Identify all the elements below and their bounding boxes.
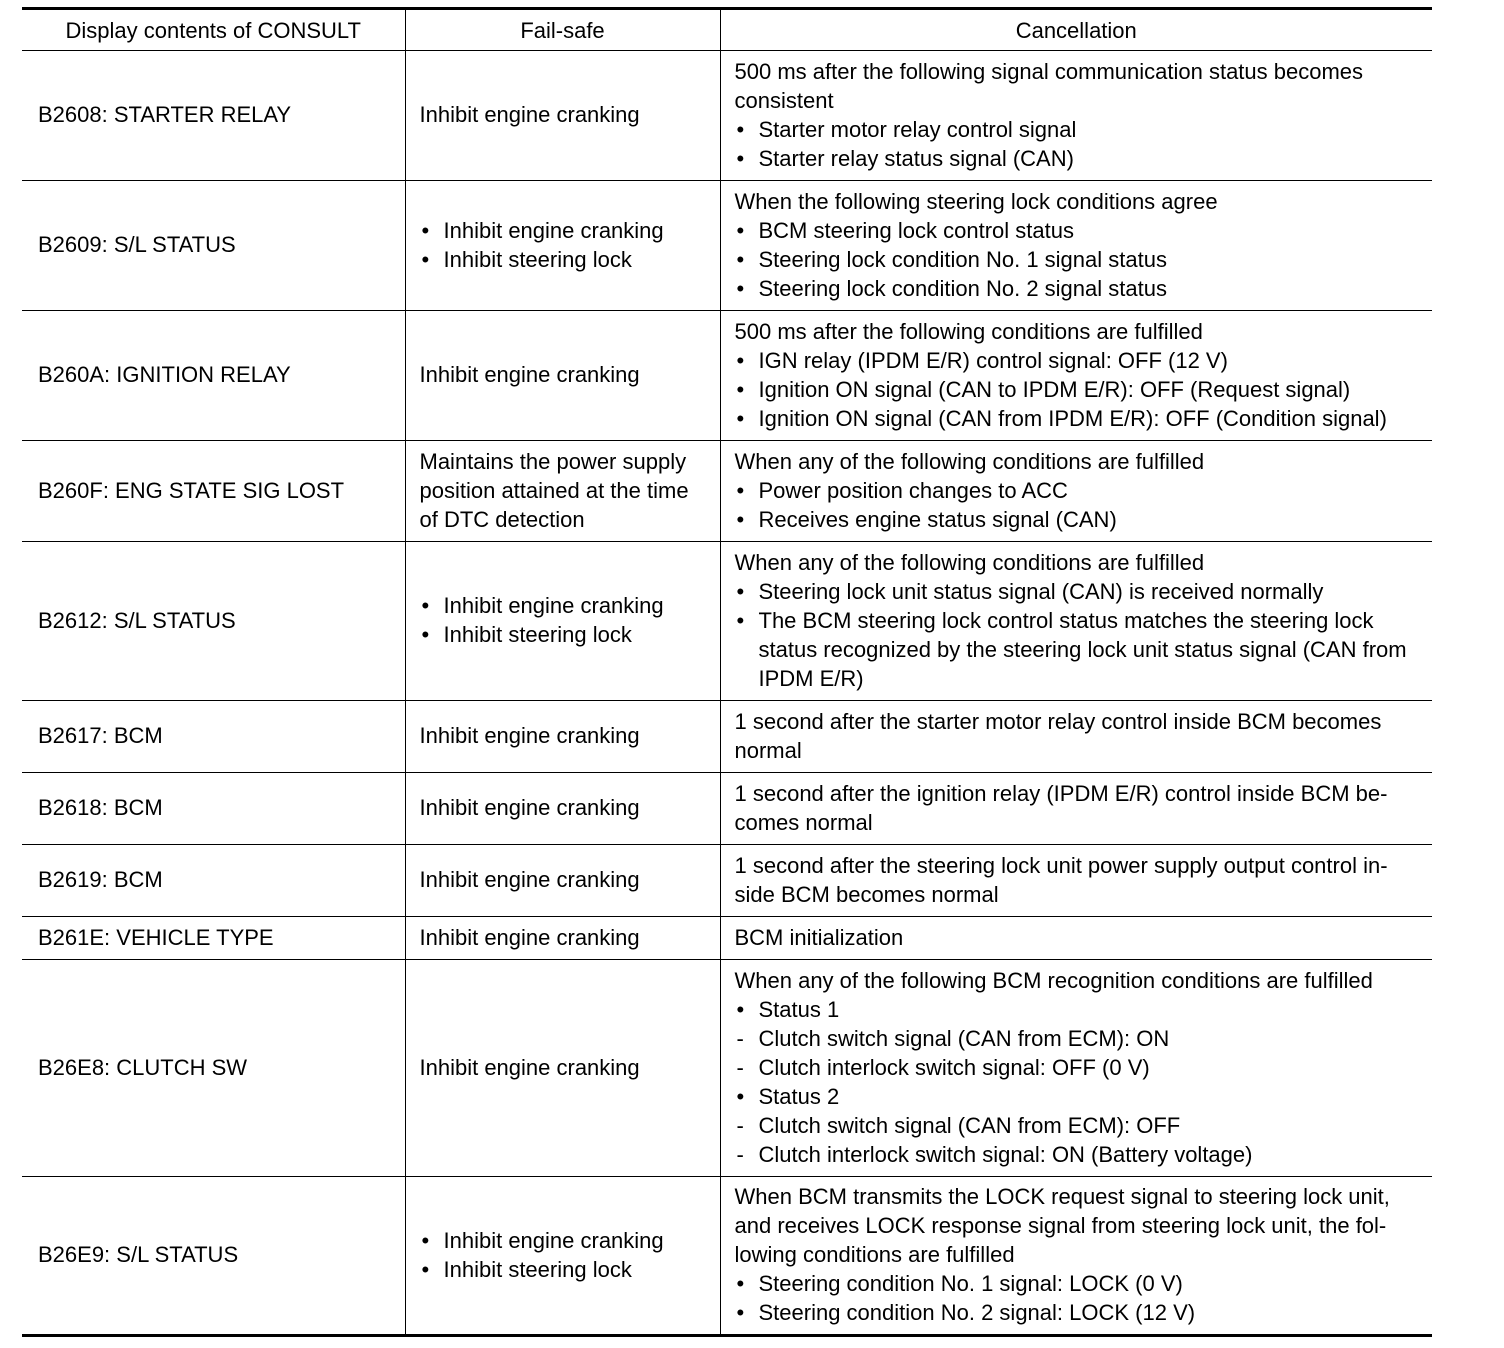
fail-safe-line: position attained at the time [419,477,689,503]
cancellation-item-text: Receives engine status signal (CAN) [758,506,1117,532]
fail-safe-item-text: Inhibit engine cranking [443,593,664,618]
bullet-icon: • [421,1227,430,1253]
cancellation-item-text: The BCM steering lock control status matches the steering lock status recognized by the steering lock unit status signal (CAN from IPDM E/R) [758,607,1407,691]
cancellation-cell [720,181,1432,311]
cancellation-list-item [735,375,1427,404]
fail-safe-cell [405,1177,720,1336]
dtc-code-cell: B260A: IGNITION RELAY [22,311,405,441]
fail-safe-cell [405,917,720,960]
cancellation-item-text: Ignition ON signal (CAN to IPDM E/R): OFF (Request signal) [758,376,1351,402]
bullet-icon: • [421,217,430,243]
table-row [22,917,1432,960]
cancellation-cell [720,773,1432,845]
fail-safe-text: Inhibit engine cranking [419,1054,640,1080]
cancellation-list-item [735,245,1427,274]
cancellation-cell [720,441,1432,542]
cancellation-item-text: Steering lock unit status signal (CAN) is received normally [758,578,1324,604]
cancellation-list-item [735,1111,1427,1140]
cancellation-item-text: Starter motor relay control signal [758,116,1077,142]
dtc-code-cell: B26E8: CLUTCH SW [22,960,405,1177]
cancellation-cell [720,960,1432,1177]
cancellation-cell [720,1177,1432,1336]
cancellation-list-item [735,1082,1427,1111]
cancellation-intro: 1 second after the ignition relay (IPDM E/R) control inside BCM be-comes normal [734,780,1388,835]
cancellation-item-text: Power position changes to ACC [758,477,1068,503]
bullet-icon: • [736,506,745,532]
cancellation-cell [720,917,1432,960]
table-row [22,773,1432,845]
cancellation-list-item [735,346,1427,375]
table-row [22,51,1432,181]
cancellation-intro: 1 second after the steering lock unit power supply output control in-side BCM becomes normal [734,852,1388,907]
cancellation-list-item [735,476,1427,505]
fail-safe-list-item [420,620,714,649]
header-fail-safe: Fail-safe [405,9,720,51]
dtc-fail-safe-table [22,7,1432,1337]
table-row [22,845,1432,917]
cancellation-list-item [735,216,1427,245]
table-row [22,441,1432,542]
cancellation-list-item [735,606,1427,693]
dtc-code-cell: B2608: STARTER RELAY [22,51,405,181]
fail-safe-text: Inhibit engine cranking [419,362,640,387]
fail-safe-cell [405,773,720,845]
table-row [22,960,1432,1177]
fail-safe-list-item [420,1255,714,1284]
cancellation-list-item [735,1053,1427,1082]
bullet-icon: • [736,246,745,272]
bullet-icon: • [736,347,745,373]
bullet-icon: • [736,217,745,243]
dtc-code-cell: B2618: BCM [22,773,405,845]
cancellation-list-item [735,505,1427,534]
fail-safe-list-item [420,1226,714,1255]
cancellation-item-text: Clutch interlock switch signal: OFF (0 V) [758,1054,1150,1080]
table-row [22,542,1432,701]
dtc-code-cell: B261E: VEHICLE TYPE [22,917,405,960]
cancellation-list-item [735,1140,1427,1169]
dtc-code-cell: B2612: S/L STATUS [22,542,405,701]
fail-safe-item-text: Inhibit steering lock [443,622,632,647]
bullet-icon: • [736,116,745,142]
bullet-icon: • [736,1271,745,1296]
bullet-icon: - [736,1025,744,1051]
fail-safe-text: Inhibit engine cranking [419,723,640,748]
cancellation-intro: 500 ms after the following signal communication status becomes consistent [734,58,1364,113]
cancellation-list-item [735,274,1427,303]
cancellation-intro: 500 ms after the following conditions are fulfilled [734,318,1203,344]
fail-safe-item-text: Inhibit engine cranking [443,1227,664,1253]
fail-safe-text: Inhibit engine cranking [419,795,640,820]
cancellation-item-text: Steering condition No. 1 signal: LOCK (0 V) [758,1271,1183,1296]
bullet-icon: - [736,1141,744,1167]
fail-safe-line: Maintains the power supply [419,448,687,474]
bullet-icon: • [736,376,745,402]
table-body [22,51,1432,1336]
cancellation-cell [720,51,1432,181]
cancellation-item-text: Starter relay status signal (CAN) [758,145,1074,171]
cancellation-intro: When any of the following BCM recognition conditions are fulfilled [734,967,1373,993]
cancellation-list-item [735,1269,1427,1298]
bullet-icon: • [421,593,430,618]
fail-safe-cell [405,542,720,701]
cancellation-intro: BCM initialization [734,924,904,950]
fail-safe-cell [405,311,720,441]
cancellation-intro: 1 second after the starter motor relay control inside BCM becomes normal [734,708,1382,763]
table-row [22,311,1432,441]
bullet-icon: • [736,275,745,301]
cancellation-list-item [735,144,1427,173]
dtc-code-cell: B2617: BCM [22,701,405,773]
fail-safe-list-item [420,216,714,245]
cancellation-list-item [735,1298,1427,1327]
cancellation-list-item [735,995,1427,1024]
fail-safe-cell [405,181,720,311]
fail-safe-list-item [420,245,714,274]
cancellation-item-text: IGN relay (IPDM E/R) control signal: OFF (12 V) [758,347,1228,373]
fail-safe-text: Inhibit engine cranking [419,924,640,950]
fail-safe-cell [405,701,720,773]
bullet-icon: • [421,1256,430,1282]
cancellation-list-item [735,577,1427,606]
bullet-icon: • [736,145,745,171]
table-header-row [22,9,1432,51]
cancellation-item-text: Clutch switch signal (CAN from ECM): OFF [758,1112,1181,1138]
fail-safe-item-text: Inhibit steering lock [443,1256,632,1282]
cancellation-item-text: Clutch interlock switch signal: ON (Battery voltage) [758,1141,1253,1167]
fail-safe-line: of DTC detection [419,506,585,532]
cancellation-cell [720,845,1432,917]
bullet-icon: • [736,405,745,431]
header-display-contents: Display contents of CONSULT [22,9,405,51]
cancellation-list-item [735,1024,1427,1053]
fail-safe-text: Inhibit engine cranking [419,867,640,892]
cancellation-item-text: Status 2 [758,1083,840,1109]
bullet-icon: • [736,477,745,503]
bullet-icon: • [736,578,745,604]
bullet-icon: • [736,607,745,633]
cancellation-item-text: Status 1 [758,996,840,1022]
fail-safe-list-item [420,591,714,620]
cancellation-intro: When any of the following conditions are fulfilled [734,448,1205,474]
cancellation-list-item [735,404,1427,433]
table-row [22,1177,1432,1336]
header-cancellation: Cancellation [720,9,1432,51]
cancellation-cell [720,701,1432,773]
cancellation-item-text: Steering condition No. 2 signal: LOCK (12 V) [758,1300,1196,1325]
bullet-icon: • [421,622,430,647]
dtc-code-cell: B26E9: S/L STATUS [22,1177,405,1336]
bullet-icon: • [736,1083,745,1109]
cancellation-item-text: BCM steering lock control status [758,217,1074,243]
dtc-code-cell: B2609: S/L STATUS [22,181,405,311]
fail-safe-cell [405,51,720,181]
cancellation-item-text: Clutch switch signal (CAN from ECM): ON [758,1025,1170,1051]
bullet-icon: - [736,1054,744,1080]
bullet-icon: • [736,996,745,1022]
fail-safe-item-text: Inhibit steering lock [443,246,632,272]
fail-safe-cell [405,441,720,542]
fail-safe-cell [405,845,720,917]
fail-safe-text: Inhibit engine cranking [419,102,640,127]
cancellation-item-text: Steering lock condition No. 1 signal status [758,246,1167,272]
table-row [22,701,1432,773]
bullet-icon: • [421,246,430,272]
table-row [22,181,1432,311]
fail-safe-cell [405,960,720,1177]
cancellation-intro: When BCM transmits the LOCK request signal to steering lock unit, and receives LOCK response signal from steering lock unit, the fol-lowing conditions are fulfilled [734,1184,1390,1267]
bullet-icon: - [736,1112,744,1138]
cancellation-intro: When the following steering lock conditions agree [734,188,1218,214]
cancellation-item-text: Ignition ON signal (CAN from IPDM E/R): OFF (Condition signal) [758,405,1387,431]
dtc-code-cell: B2619: BCM [22,845,405,917]
cancellation-list-item [735,115,1427,144]
cancellation-intro: When any of the following conditions are fulfilled [734,549,1205,575]
fail-safe-item-text: Inhibit engine cranking [443,217,664,243]
bullet-icon: • [736,1300,745,1325]
cancellation-cell [720,311,1432,441]
dtc-code-cell: B260F: ENG STATE SIG LOST [22,441,405,542]
cancellation-item-text: Steering lock condition No. 2 signal status [758,275,1167,301]
cancellation-cell [720,542,1432,701]
